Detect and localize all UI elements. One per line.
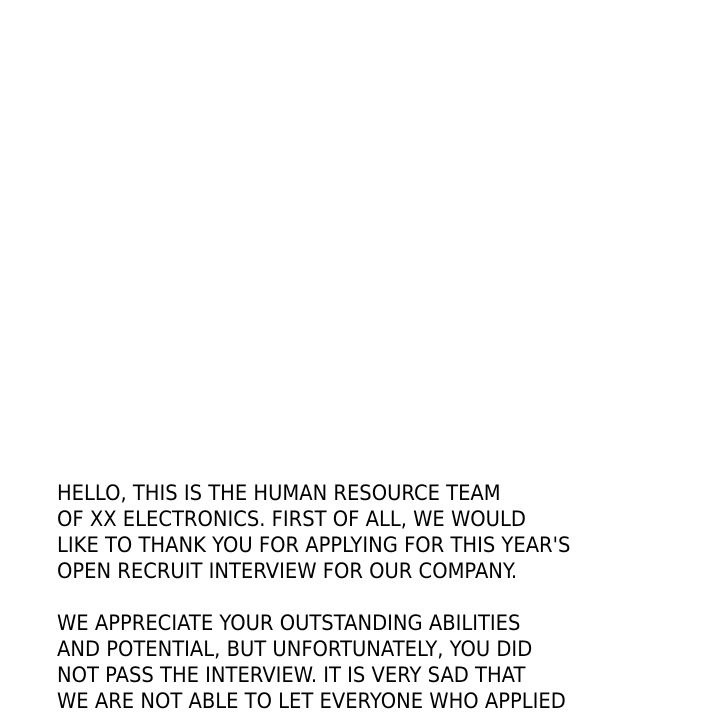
letter-line: NOT PASS THE INTERVIEW. IT IS VERY SAD THAT xyxy=(57,663,526,687)
letter-line: LIKE TO THANK YOU FOR APPLYING FOR THIS YEAR'S xyxy=(57,533,571,557)
letter-line: WE APPRECIATE YOUR OUTSTANDING ABILITIES xyxy=(57,611,521,635)
rejection-letter-text xyxy=(57,480,570,714)
paragraph-break xyxy=(57,584,570,610)
letter-line: OF XX ELECTRONICS. FIRST OF ALL, WE WOULD xyxy=(57,507,526,531)
letter-line: HELLO, THIS IS THE HUMAN RESOURCE TEAM xyxy=(57,481,501,505)
letter-line: AND POTENTIAL, BUT UNFORTUNATELY, YOU DID xyxy=(57,637,533,661)
letter-line: OPEN RECRUIT INTERVIEW FOR OUR COMPANY. xyxy=(57,559,518,583)
letter-line: WE ARE NOT ABLE TO LET EVERYONE WHO APPLIED xyxy=(57,689,566,713)
